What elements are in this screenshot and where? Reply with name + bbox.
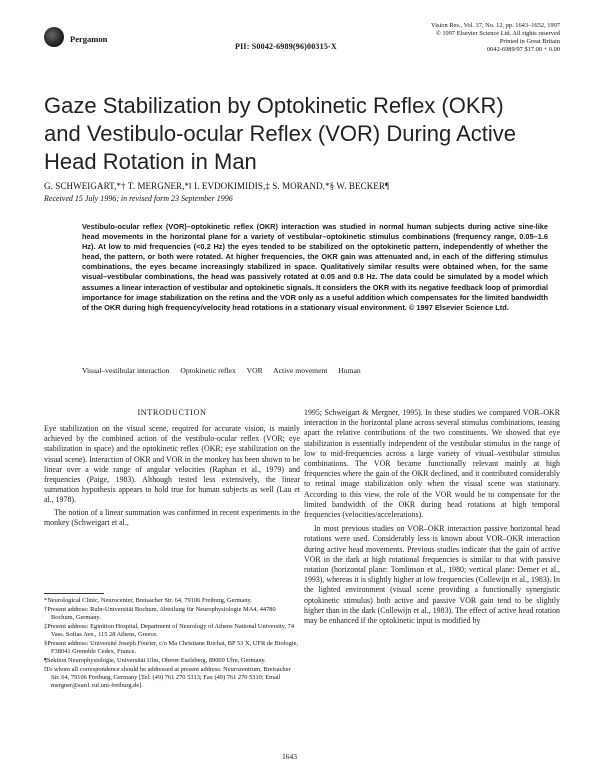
- publisher-name: Pergamon: [70, 34, 108, 44]
- title-line: Head Rotation in Man: [44, 149, 257, 174]
- page-number: 1643: [282, 752, 297, 761]
- keyword: Human: [338, 366, 361, 375]
- publisher-logo: [44, 27, 64, 47]
- title-line: Gaze Stabilization by Optokinetic Reflex (OKR): [44, 93, 504, 118]
- paragraph: 1995; Schweigart & Mergner, 1995). In these studies we compared VOR–OKR interaction in the horizontal plane across several stimulus combinations, teasing apart the relative contributions of the two constituents. We showed that eye stabilization is essentially independent of the vestibular stimulus in the range of low to mid-frequencies across a large variety of visual–vestibular stimulus combinations. The VOR became functionally relevant mainly at high frequencies where the gain of the OKR declined, and it contributed considerably to retinal image stabilization only when the visual scene was stationary. According to this view, the role of the VOR would be to compensate for the limited bandwidth of the OKR during head rotations at high temporal frequencies (velocities/accelerations).: [304, 408, 560, 520]
- paragraph: In most previous studies on VOR–OKR interaction passive horizontal head rotations were used. Considerably less is known about VOR–OKR interaction during active head movements. Previous studies indicate that the gain of active VOR in the dark at high rotational frequencies is similar to that with passive rotation (horizontal plane: Tomlinson et al., 1980; vertical plane: Demer et al., 1993), whereas it is slightly higher at low frequencies (Collewijn et al., 1983). In the lighted environment (visual scene providing a functionally synergistic optokinetic stimulus) both active and passive VOR gain tend to be slightly higher than in the dark (Collewijn et al., 1983). The effect of active head rotation may be enhanced if the optokinetic input is modified by: [304, 524, 560, 626]
- keyword: Active movement: [273, 366, 328, 375]
- paragraph: Eye stabilization on the visual scene, required for accurate vision, is mainly achieved by the combined action of the vestibulo-ocular reflex (VOR; eye stabilization in space) and the optokinetic reflex (OKR; eye stabilization on the visual scene). Interaction of OKR and VOR in the monkey has been shown to be linear over a wide range of angular velocities (Raphan et al., 1979) and frequencies (Paige, 1983). Although tested less extensively, the linear summation hypothesis appears to hold true for human subjects as well (Lau et al., 1978).: [44, 424, 300, 505]
- footnote: ‡Present address: Eginition Hospital, Department of Neurology of Athens National University, 74 Vass. Sofias Ave., 115 28 Athens, Greece.: [44, 623, 295, 638]
- section-heading-introduction: INTRODUCTION: [137, 408, 207, 417]
- right-column-text: [304, 408, 560, 626]
- footnote: §Present address: Université Joseph Fourier, c/o Ma Christiane Rochat, BP 53 X, UFR de Biologie, F38041 Grenoble Cedex, France.: [44, 640, 299, 655]
- journal-line: Printed in Great Britain: [499, 38, 560, 45]
- footnote: ¶Sektion Neurophysiologie, Universität Ulm, Oberer Eselsberg, 89069 Ulm, Germany.: [44, 657, 266, 664]
- left-column-text: [44, 424, 300, 528]
- footnote: ‖To whom all correspondence should be addressed at present address: Neurozentrum, Breisacher Str. 64, 79106 Freiburg, Germany [Tel: (49) 761 270 5313; Fax (49) 761 270 5310; Email mergner@sun1.ruf.uni-freiburg.de].: [44, 666, 291, 689]
- footnotes: [44, 593, 300, 691]
- received-date: Received 15 July 1996; in revised form 23 September 1996: [44, 194, 233, 203]
- footnote: †Present address: Ruhr-Universität Bochum, Abteilung für Neurophysiologie MA4, 44780 Bochum, Germany.: [44, 606, 276, 621]
- journal-line: Vision Res., Vol. 37, No. 12, pp. 1643–1652, 1997: [431, 22, 560, 29]
- paragraph: The notion of a linear summation was confirmed in recent experiments in the monkey (Schweigart et al.,: [44, 507, 300, 527]
- paper-title: [44, 92, 564, 176]
- keyword: VOR: [246, 366, 263, 375]
- footnote: *Neurological Clinic, Neurocenter, Breisacher Str. 64, 79106 Freiburg, Germany.: [44, 597, 252, 604]
- journal-line: 0042-6989/97 $17.00 + 0.00: [486, 46, 560, 53]
- journal-info: [420, 22, 560, 54]
- keywords: [82, 366, 552, 375]
- keyword: Optokinetic reflex: [180, 366, 236, 375]
- footnote-rule: [44, 593, 104, 594]
- title-line: and Vestibulo-ocular Reflex (VOR) During Active: [44, 121, 516, 146]
- keyword: Visual–vestibular interaction: [82, 366, 170, 375]
- author-list: G. SCHWEIGART,*† T. MERGNER,*‖ I. EVDOKIMIDIS,‡ S. MORAND,*§ W. BECKER¶: [44, 181, 390, 191]
- abstract: Vestibulo-ocular reflex (VOR)–optokinetic reflex (OKR) interaction was studied in normal human subjects during active sine-like head movements in the horizontal plane for a variety of vestibular–optokinetic stimulus combinations (frequency range, 0.05–1.6 Hz). At low to mid frequencies (<0.2 Hz) the eyes tended to be stabilized on the optokinetic pattern, independently of whether the head, the pattern, or both were rotated. At higher frequencies, the OKR gain was attenuated and, in each of the differing stimulus combinations, the eyes became increasingly stabilized in space. Qualitatively similar results were obtained when, for the same visual–vestibular combinations, the head was passively rotated at 0.05 and 0.8 Hz. The data could be simulated by a model which assumes a linear interaction of vestibular and optokinetic signals. It considers the OKR with its negative feedback loop of primordial importance for image stabilization on the retina and the VOR only as a useful addition which compensates for the limited bandwidth of the OKR during high frequency/velocity head rotations in a stationary visual environment. © 1997 Elsevier Science Ltd.: [82, 222, 548, 312]
- journal-line: © 1997 Elsevier Science Ltd. All rights reserved: [435, 30, 560, 37]
- pii-code: PII: S0042-6989(96)00315-X: [235, 42, 337, 51]
